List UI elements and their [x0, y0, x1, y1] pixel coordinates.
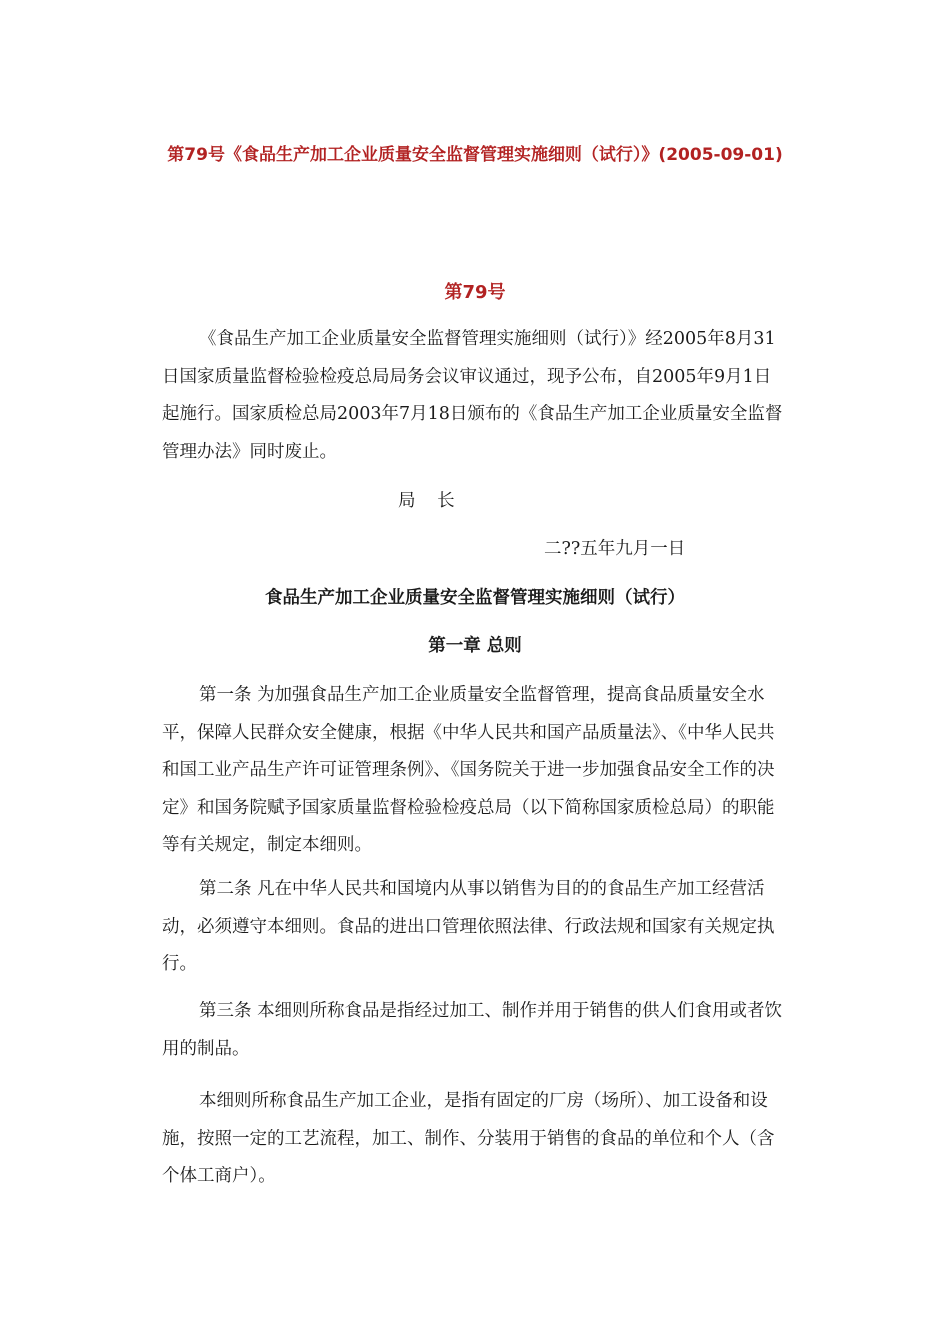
document-title: 第79号《食品生产加工企业质量安全监督管理实施细则（试行）》(2005-09-01): [167, 145, 783, 165]
announcement-paragraph: 《食品生产加工企业质量安全监督管理实施细则（试行）》经2005年8月31日国家质量监督检验检疫总局局务会议审议通过，现予公布，自2005年9月1日起施行。国家质检总局2003年7月18日颁布的《食品生产加工企业质量安全监督管理办法》同时废止。: [162, 329, 783, 462]
issue-date: 二??五年九月一日: [544, 539, 686, 559]
order-number: 第79号: [444, 282, 506, 303]
article-paragraph: 第二条 凡在中华人民共和国境内从事以销售为目的的食品生产加工经营活动，必须遵守本细则。食品的进出口管理依照法律、行政法规和国家有关规定执行。: [162, 879, 775, 974]
article-paragraph: 第一条 为加强食品生产加工企业质量安全监督管理，提高食品质量安全水平，保障人民群众安全健康，根据《中华人民共和国产品质量法》、《中华人民共和国工业产品生产许可证管理条例》、《国务院关于进一步加强食品安全工作的决定》和国务院赋予国家质量监督检验检疫总局（以下简称国家质检总局）的职能等有关规定，制定本细则。: [162, 685, 775, 855]
article-paragraph: 本细则所称食品生产加工企业，是指有固定的厂房（场所）、加工设备和设施，按照一定的工艺流程，加工、制作、分装用于销售的食品的单位和个人（含个体工商户）。: [162, 1091, 775, 1186]
article-paragraph: 第三条 本细则所称食品是指经过加工、制作并用于销售的供人们食用或者饮用的制品。: [162, 1001, 783, 1059]
chapter-title: 第一章 总则: [428, 636, 522, 656]
rules-title: 食品生产加工企业质量安全监督管理实施细则（试行）: [265, 588, 685, 608]
signer: 局 长: [398, 491, 463, 511]
